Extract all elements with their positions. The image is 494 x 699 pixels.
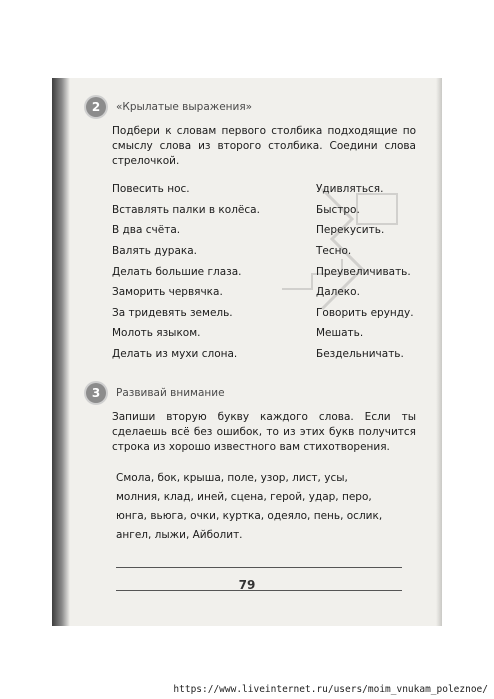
page-spine-shadow bbox=[52, 78, 70, 626]
exercise-3-header bbox=[86, 382, 416, 404]
exercise-title: Развивай внимание bbox=[116, 387, 225, 400]
answer-line bbox=[116, 545, 402, 568]
idiom-phrase: Заморить червячка. bbox=[112, 286, 223, 299]
phrase-matching-table bbox=[112, 179, 416, 364]
phrase-pair-row bbox=[112, 179, 416, 200]
idiom-phrase: В два счёта. bbox=[112, 224, 181, 237]
phrase-pair-row bbox=[112, 323, 416, 344]
phrase-pair-row bbox=[112, 282, 416, 303]
idiom-phrase: Валять дурака. bbox=[112, 245, 197, 258]
meaning-word: Удивляться. bbox=[316, 183, 384, 196]
source-url: https://www.liveinternet.ru/users/moim_vnukam_poleznoe/ bbox=[173, 684, 488, 695]
idiom-phrase: Повесить нос. bbox=[112, 183, 190, 196]
word-list-line: молния, клад, иней, сцена, герой, удар, перо, bbox=[116, 491, 372, 504]
exercise-2-header bbox=[86, 96, 416, 118]
idiom-phrase: За тридевять земель. bbox=[112, 306, 233, 319]
exercise-number-badge: 3 bbox=[86, 383, 106, 403]
meaning-word: Быстро. bbox=[316, 203, 360, 216]
idiom-phrase: Делать из мухи слона. bbox=[112, 348, 238, 361]
phrase-pair-row bbox=[112, 261, 416, 282]
page-content bbox=[86, 96, 416, 591]
meaning-word: Бездельничать. bbox=[316, 348, 404, 361]
meaning-word: Далеко. bbox=[316, 286, 360, 299]
meaning-word: Преувеличивать. bbox=[316, 265, 411, 278]
word-list-line: Смола, бок, крыша, поле, узор, лист, усы, bbox=[116, 472, 348, 485]
phrase-pair-row bbox=[112, 344, 416, 365]
word-list-line: ангел, лыжи, Айболит. bbox=[116, 529, 243, 542]
meaning-word: Перекусить. bbox=[316, 224, 385, 237]
word-list bbox=[116, 469, 416, 545]
exercise-number-badge: 2 bbox=[86, 97, 106, 117]
idiom-phrase: Вставлять палки в колёса. bbox=[112, 203, 260, 216]
phrase-pair-row bbox=[112, 220, 416, 241]
phrase-pair-row bbox=[112, 241, 416, 262]
idiom-phrase: Делать большие глаза. bbox=[112, 265, 242, 278]
phrase-pair-row bbox=[112, 303, 416, 324]
exercise-instruction: Подбери к словам первого столбика подходящие по смыслу слова из второго столбика. Соедини слова стрелочкой. bbox=[112, 125, 416, 167]
meaning-word: Говорить ерунду. bbox=[316, 306, 414, 319]
exercise-title: «Крылатые выражения» bbox=[116, 101, 253, 113]
page-number: 79 bbox=[238, 578, 256, 592]
meaning-word: Тесно. bbox=[316, 245, 352, 258]
word-list-line: юнга, вьюга, очки, куртка, одеяло, пень, ослик, bbox=[116, 510, 383, 523]
page-edge bbox=[436, 78, 442, 626]
idiom-phrase: Молоть языком. bbox=[112, 327, 201, 340]
meaning-word: Мешать. bbox=[316, 327, 364, 340]
exercise-instruction: Запиши вторую букву каждого слова. Если ты сделаешь всё без ошибок, то из этих букв получится строка из хорошо известного вам стихотворения. bbox=[112, 411, 416, 454]
phrase-pair-row bbox=[112, 200, 416, 221]
